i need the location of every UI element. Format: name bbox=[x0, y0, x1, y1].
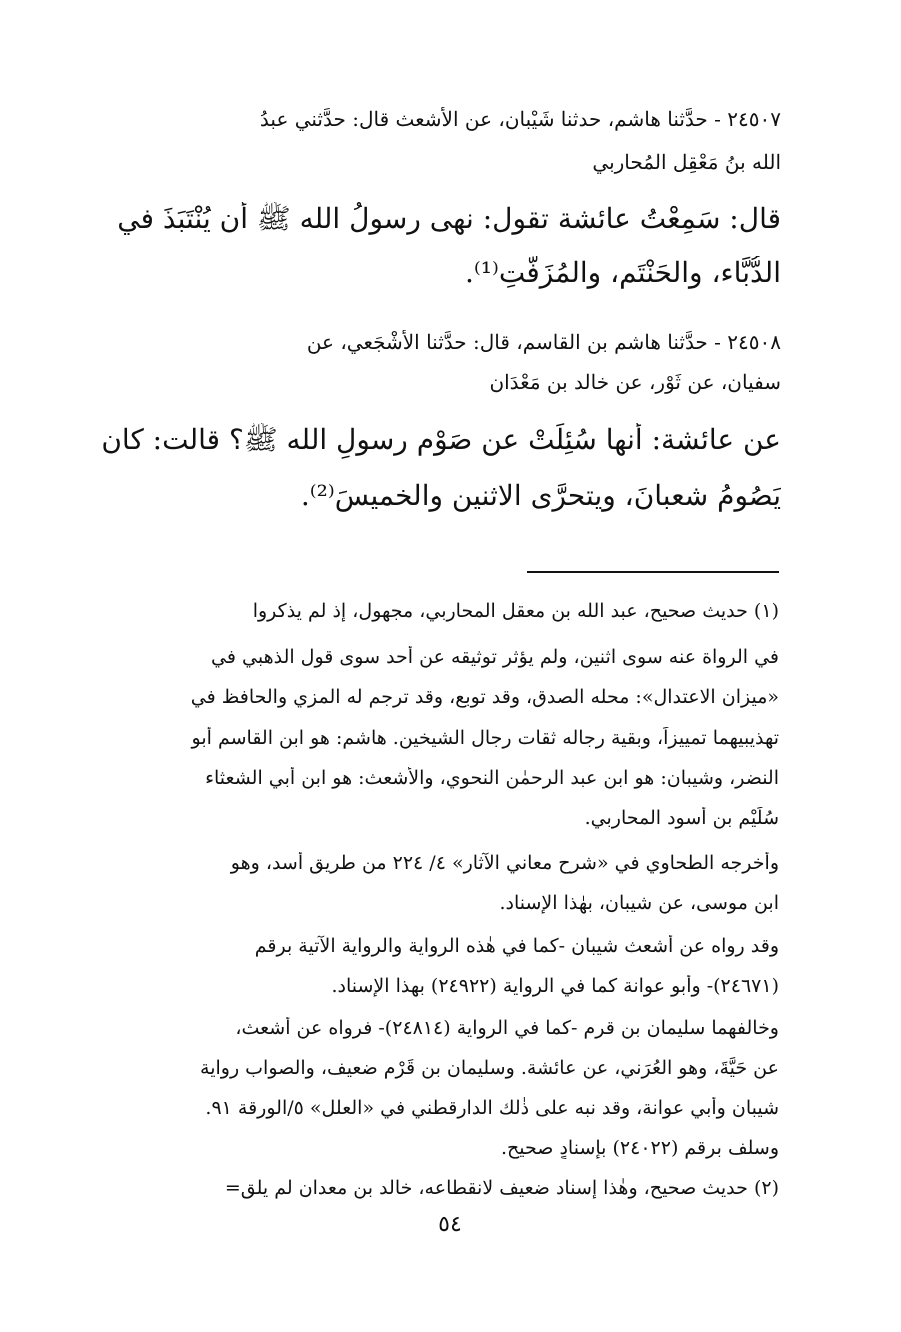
footnote-line: تهذيبيهما تمييزاً، وبقية رجاله ثقات رجال الشيخين. هاشم: هو ابن القاسم أبو bbox=[191, 727, 779, 749]
hadith-24508-isnad-line-1: ٢٤٥٠٨ - حدَّثنا هاشم بن القاسم، قال: حدَّثنا الأَشْجَعي، عن bbox=[306, 330, 781, 354]
hadith-24507-matn-line-2: الدُّبَّاء، والحَنْتَم، والمُزَفَّتِ⁽¹⁾. bbox=[464, 256, 781, 289]
footnote-line: وأخرجه الطحاوي في «شرح معاني الآثار» ٤/ ٢٢٤ من طريق أسد، وهو bbox=[230, 852, 779, 874]
footnote-line: عن حَيَّةَ، وهو العُرَني، عن عائشة. وسليمان بن قَرْم ضعيف، والصواب رواية bbox=[200, 1057, 779, 1079]
footnote-line: (١) حديث صحيح، عبد الله بن معقل المحاربي، مجهول، إذ لم يذكروا bbox=[252, 600, 779, 622]
footnote-line: (٢) حديث صحيح، وهٰذا إسناد ضعيف لانقطاعه، خالد بن معدان لم يلق= bbox=[224, 1177, 779, 1199]
footnote-line: وخالفهما سليمان بن قرم -كما في الرواية (٢٤٨١٤)- فرواه عن أشعث، bbox=[235, 1017, 779, 1039]
footnote-line: سُلَيْم بن أسود المحاربي. bbox=[584, 807, 779, 829]
footnote-line: (٢٤٦٧١)- وأبو عوانة كما في الرواية (٢٤٩٢٢) بهذا الإسناد. bbox=[331, 975, 779, 997]
hadith-24508-isnad-line-2: سفيان، عن ثَوْر، عن خالد بن مَعْدَان bbox=[489, 370, 781, 394]
footnote-line: وسلف برقم (٢٤٠٢٢) بإسنادٍ صحيح. bbox=[501, 1137, 779, 1159]
footnote-separator bbox=[527, 571, 779, 573]
footnote-line: ابن موسى، عن شيبان، بهٰذا الإسناد. bbox=[499, 892, 779, 914]
footnote-line: شيبان وأبي عوانة، وقد نبه على ذٰلك الدارقطني في «العلل» ٥/الورقة ٩١. bbox=[205, 1097, 779, 1119]
hadith-24508-matn-line-1: عن عائشة: أنها سُئِلَتْ عن صَوْم رسولِ الله ﷺ؟ قالت: كان bbox=[101, 423, 781, 456]
page-number: ٥٤ bbox=[438, 1212, 462, 1237]
hadith-24507-isnad-line-1: ٢٤٥٠٧ - حدَّثنا هاشم، حدثنا شَيْبان، عن الأشعث قال: حدَّثني عبدُ bbox=[259, 107, 781, 131]
hadith-24507-isnad-line-2: الله بنُ مَعْقِل المُحاربي bbox=[592, 150, 781, 174]
hadith-24507-matn-line-1: قال: سَمِعْتُ عائشة تقول: نهى رسولُ الله ﷺ أن يُنْتَبَذَ في bbox=[117, 202, 781, 235]
footnote-line: النضر، وشيبان: هو ابن عبد الرحمٰن النحوي، والأشعث: هو ابن أبي الشعثاء bbox=[205, 767, 779, 789]
footnote-line: «ميزان الاعتدال»: محله الصدق، وقد توبع، وقد ترجم له المزي والحافظ في bbox=[190, 686, 779, 708]
footnote-line: في الرواة عنه سوى اثنين، ولم يؤثر توثيقه عن أحد سوى قول الذهبي في bbox=[211, 646, 779, 668]
footnote-line: وقد رواه عن أشعث شيبان -كما في هٰذه الرواية والرواية الآتية برقم bbox=[254, 935, 779, 957]
hadith-24508-matn-line-2: يَصُومُ شعبانَ، ويتحرَّى الاثنينِ والخميسَ⁽²⁾. bbox=[300, 479, 781, 512]
